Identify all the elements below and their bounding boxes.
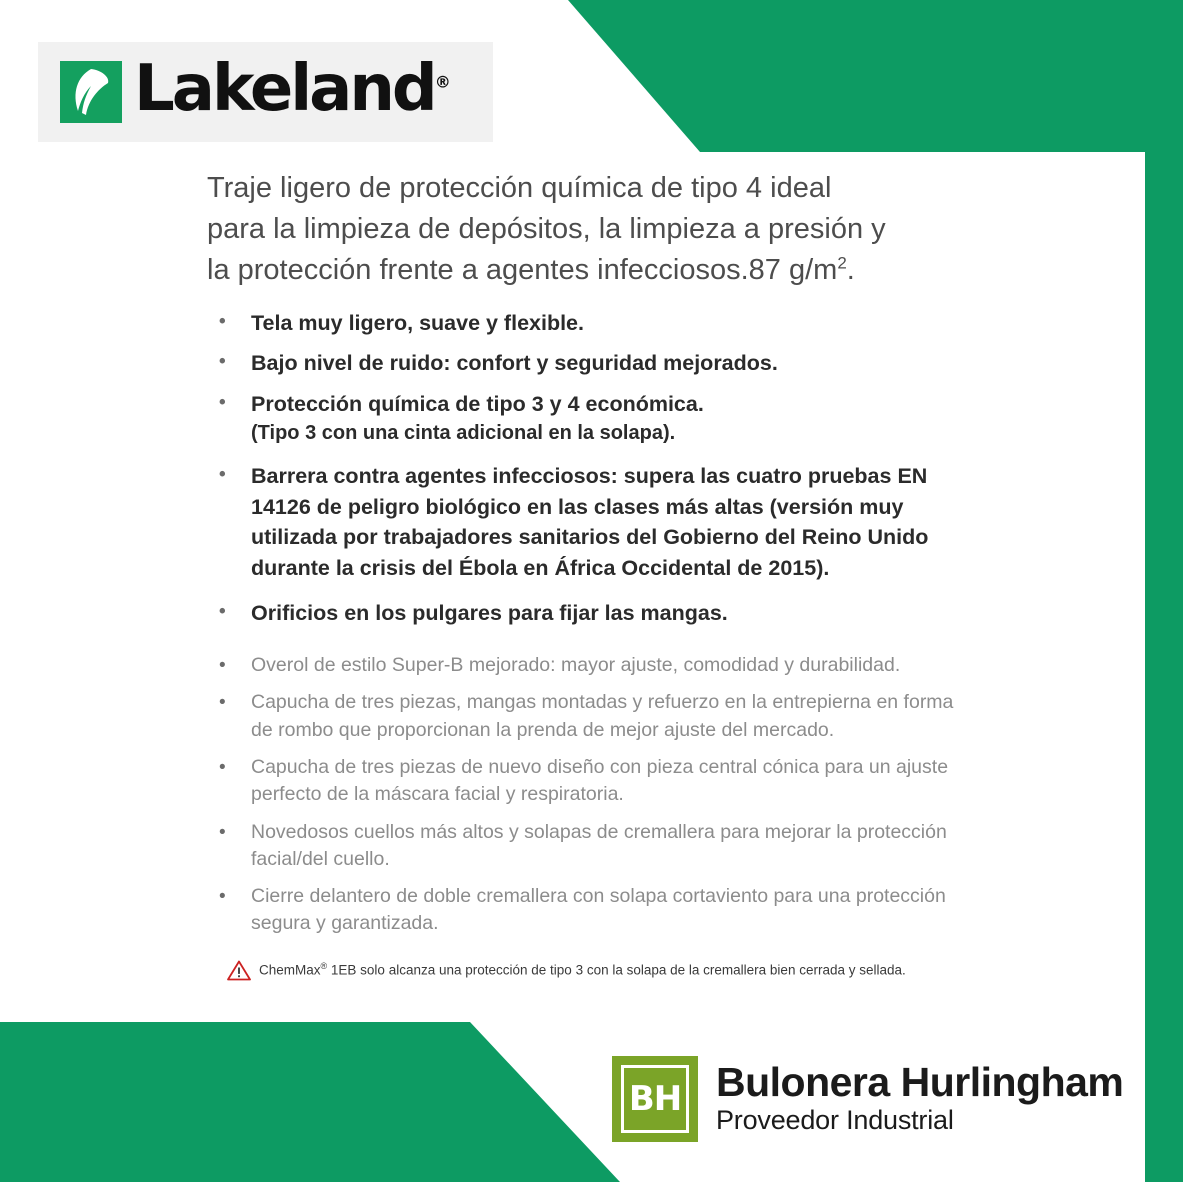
list-item [207, 389, 967, 448]
list-item [207, 689, 967, 744]
bh-monogram-text: BH [628, 1079, 682, 1119]
footnote-registered-mark: ® [320, 961, 328, 972]
brand-text-block [716, 1058, 1124, 1138]
list-item [207, 461, 967, 583]
brand-title: Bulonera Hurlingham [716, 1058, 1124, 1105]
list-item [207, 598, 967, 629]
bulonera-hurlingham-logo [612, 1056, 1123, 1142]
intro-weight-exponent: 2 [837, 253, 847, 273]
feature-text: Orificios en los pulgares para fijar las mangas. [251, 600, 728, 625]
feature-text: Capucha de tres piezas, mangas montadas y refuerzo en la entrepierna en forma de rombo que proporcionan la prenda de mejor ajuste del mercado. [251, 691, 954, 741]
decorative-green-right-strip [1145, 0, 1183, 1182]
intro-paragraph [207, 168, 967, 292]
feature-text: Barrera contra agentes infecciosos: supera las cuatro pruebas EN 14126 de peligro biológico en las clases más altas (versión muy utilizada por trabajadores sanitarios del Gobierno del Reino Unido durante la crisis del Ébola en África Occidental de 2015). [251, 464, 929, 580]
intro-line-3: la protección frente a agentes infecciosos. [207, 254, 749, 287]
lakeland-logo [38, 42, 493, 142]
warning-triangle-icon [227, 960, 251, 981]
footnote [227, 960, 967, 981]
list-item [207, 348, 967, 379]
lakeland-wordmark [134, 52, 451, 126]
content-column [207, 168, 967, 981]
registered-mark: ® [434, 72, 451, 92]
feature-text: Capucha de tres piezas de nuevo diseño con pieza central cónica para un ajuste perfecto de la máscara facial y respiratoria. [251, 755, 949, 806]
intro-weight: 87 g/m [748, 254, 838, 287]
feature-text: Tela muy ligero, suave y flexible. [251, 310, 584, 335]
list-item [207, 819, 967, 874]
features-strong-list [207, 308, 967, 629]
list-item [207, 308, 967, 339]
list-item [207, 754, 967, 809]
feature-subtext: (Tipo 3 con una cinta adicional en la solapa). [251, 422, 676, 445]
feature-text: Protección química de tipo 3 y 4 económica. [251, 391, 704, 416]
lakeland-name: Lakeland [134, 52, 435, 126]
intro-line-1: Traje ligero de protección química de tipo 4 ideal [207, 172, 832, 204]
bh-monogram-icon [612, 1056, 698, 1142]
list-item [207, 652, 967, 679]
brand-subtitle: Proveedor Industrial [716, 1104, 954, 1135]
footnote-body: 1EB solo alcanza una protección de tipo 3 con la solapa de la cremallera bien cerrada y sellada. [327, 962, 906, 978]
footnote-prefix: ChemMax [259, 962, 321, 978]
decorative-green-bottom-left [0, 1022, 620, 1182]
feature-text: Bajo nivel de ruido: confort y seguridad mejorados. [251, 351, 778, 376]
footnote-text [259, 961, 906, 979]
features-light-list [207, 652, 967, 938]
feature-text: Cierre delantero de doble cremallera con solapa cortaviento para una protección segura y garantizada. [251, 885, 946, 935]
feature-text: Novedosos cuellos más altos y solapas de cremallera para mejorar la protección facial/del cuello. [251, 820, 947, 870]
intro-line-2: para la limpieza de depósitos, la limpieza a presión y [207, 213, 886, 246]
feature-text: Overol de estilo Super-B mejorado: mayor ajuste, comodidad y durabilidad. [251, 654, 901, 677]
list-item [207, 883, 967, 938]
intro-weight-end: . [846, 254, 855, 287]
leaf-icon [60, 61, 122, 123]
